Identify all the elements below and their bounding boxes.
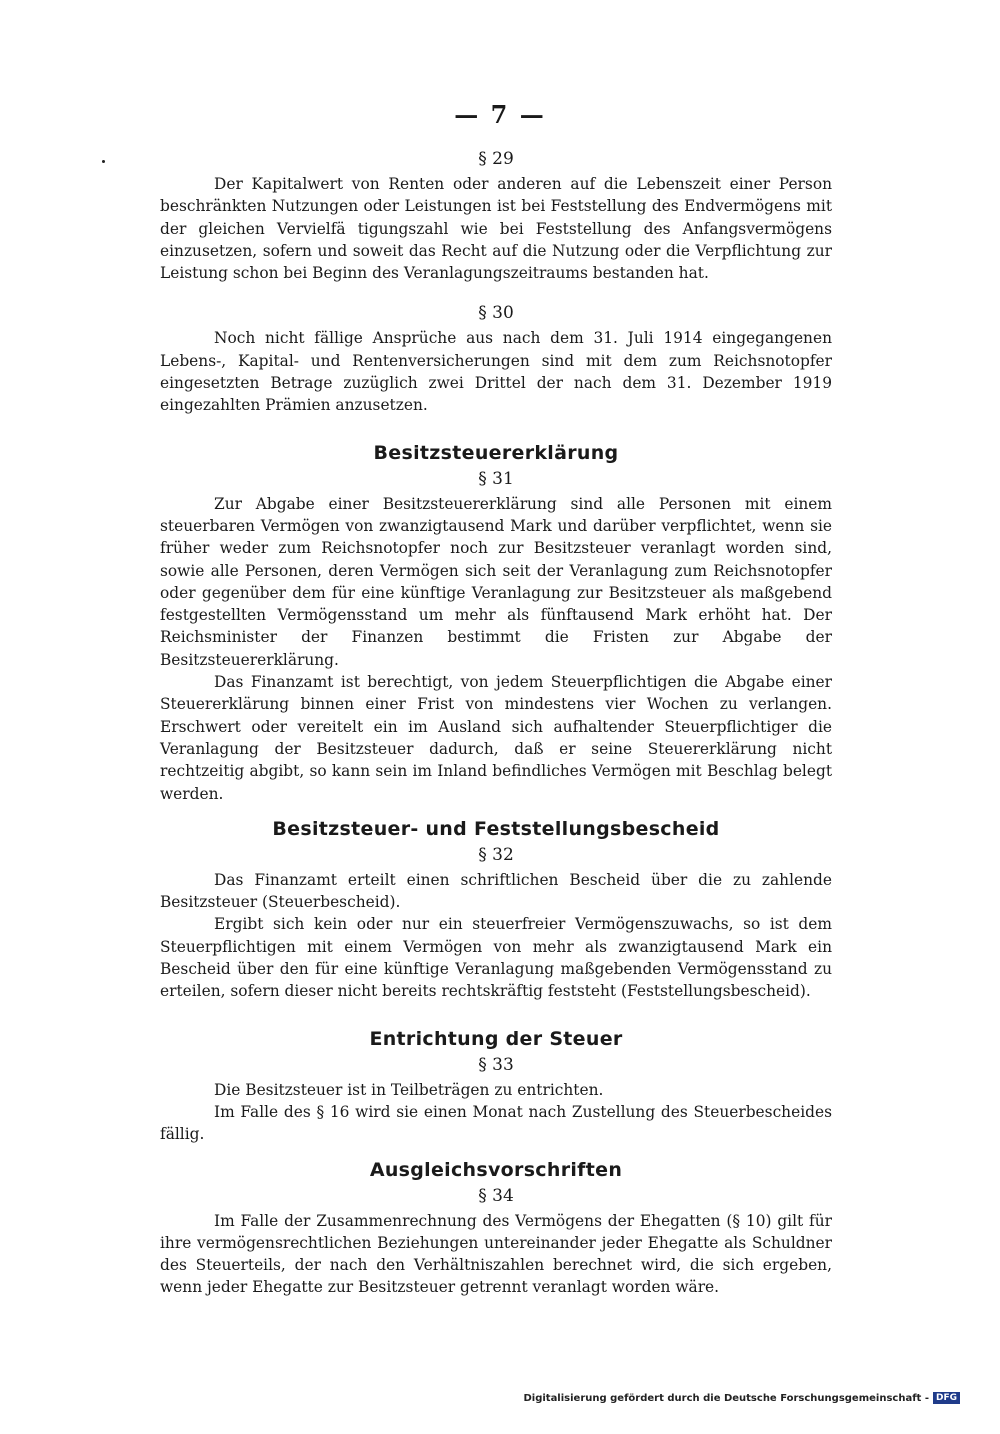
page-body — [160, 148, 832, 1299]
section-heading: Besitzsteuer- und Feststellungsbescheid — [272, 817, 720, 840]
paragraph: Zur Abgabe einer Besitzsteuererklärung sind alle Personen mit einem steuerbaren Vermögen von zwanzigtausend Mark und darüber verpflichtet, wenn sie früher weder zum Reichsnotopfer noch zur Besitzsteuer veranlagt worden sind, sowie alle Personen, deren Vermögen sich seit der Veranlagung zum Reichsnotopfer oder gegenüber dem für eine künftige Veranlagung zur Besitzsteuer als maßgebend festgestellten Vermögensstand um mehr als fünftausend Mark erhöht hat. Der Reichsminister der Finanzen bestimmt die Fristen zur Abgabe der Besitzsteuererklärung. — [160, 494, 832, 669]
dfg-logo: DFG — [933, 1392, 960, 1404]
paragraph: Das Finanzamt erteilt einen schriftlichen Bescheid über die zu zahlende Besitzsteuer (Steuerbescheid). — [160, 870, 832, 912]
section-sign: § 30 — [478, 303, 514, 324]
footer-text: Digitalisierung gefördert durch die Deutsche Forschungsgemeinschaft - — [523, 1392, 929, 1404]
paragraph: Der Kapitalwert von Renten oder anderen auf die Lebenszeit einer Person beschränkten Nutzungen oder Leistungen ist bei Feststellung des Endvermögens mit der gleichen Vervielfä tigungszahl wie bei Feststellung des Anfangsvermögens einzusetzen, sofern und soweit das Recht auf die Nutzung oder die Verpflichtung zur Leistung schon bei Beginn des Veranlagungszeitraums bestanden hat. — [160, 175, 832, 283]
section-sign: § 29 — [478, 149, 514, 169]
paragraph: Im Falle des § 16 wird sie einen Monat nach Zustellung des Steuerbescheides fällig. — [160, 1102, 832, 1144]
section-sign: § 31 — [478, 468, 514, 489]
section-sign: § 33 — [478, 1054, 514, 1075]
digitization-footer — [523, 1392, 960, 1404]
paragraph: Das Finanzamt ist berechtigt, von jedem Steuerpflichtigen die Abgabe einer Steuererklärung binnen einer Frist von mindestens vier Wochen zu verlangen. Erschwert oder vereitelt ein im Ausland sich aufhaltender Steuerpflichtiger die Veranlagung der Besitzsteuer dadurch, daß er seine Steuererklärung nicht rechtzeitig abgibt, so kann sein im Inland befindliches Vermögen mit Beschlag belegt werden. — [160, 673, 832, 803]
paragraph: Ergibt sich kein oder nur ein steuerfreier Vermögenszuwachs, so ist dem Steuerpflichtigen mit einem Vermögen von mehr als zwanzigtausend Mark ein Bescheid über den für eine künftige Veranlagung maßgebenden Vermögensstand zu erteilen, sofern dieser nicht bereits rechtskräftig feststeht (Feststellungsbescheid). — [160, 915, 832, 1001]
paragraph: Noch nicht fällige Ansprüche aus nach dem 31. Juli 1914 eingegangenen Lebens-, Kapital- und Rentenversicherungen sind mit dem zum Reichsnotopfer eingesetzten Betrage zuzüglich zwei Drittel der nach dem 31. Dezember 1919 eingezahlten Prämien anzusetzen. — [160, 329, 832, 415]
paragraph: Die Besitzsteuer ist in Teilbeträgen zu entrichten. — [214, 1080, 604, 1099]
section-heading: Entrichtung der Steuer — [369, 1027, 623, 1050]
scan-speck — [102, 160, 105, 163]
section-heading: Ausgleichsvorschriften — [369, 1158, 623, 1181]
section-sign: § 34 — [478, 1185, 514, 1206]
paragraph: Im Falle der Zusammenrechnung des Vermögens der Ehegatten (§ 10) gilt für ihre vermögensrechtlichen Beziehungen untereinander jeder Ehegatte als Schuldner des Steuerteils, der nach den Verhältniszahlen berechnet wird, die sich ergeben, wenn jeder Ehegatte zur Besitzsteuer getrennt veranlagt worden wäre. — [160, 1211, 832, 1297]
section-sign: § 32 — [478, 844, 514, 865]
page-number: — 7 — — [454, 100, 546, 129]
section-heading: Besitzsteuererklärung — [373, 441, 619, 464]
